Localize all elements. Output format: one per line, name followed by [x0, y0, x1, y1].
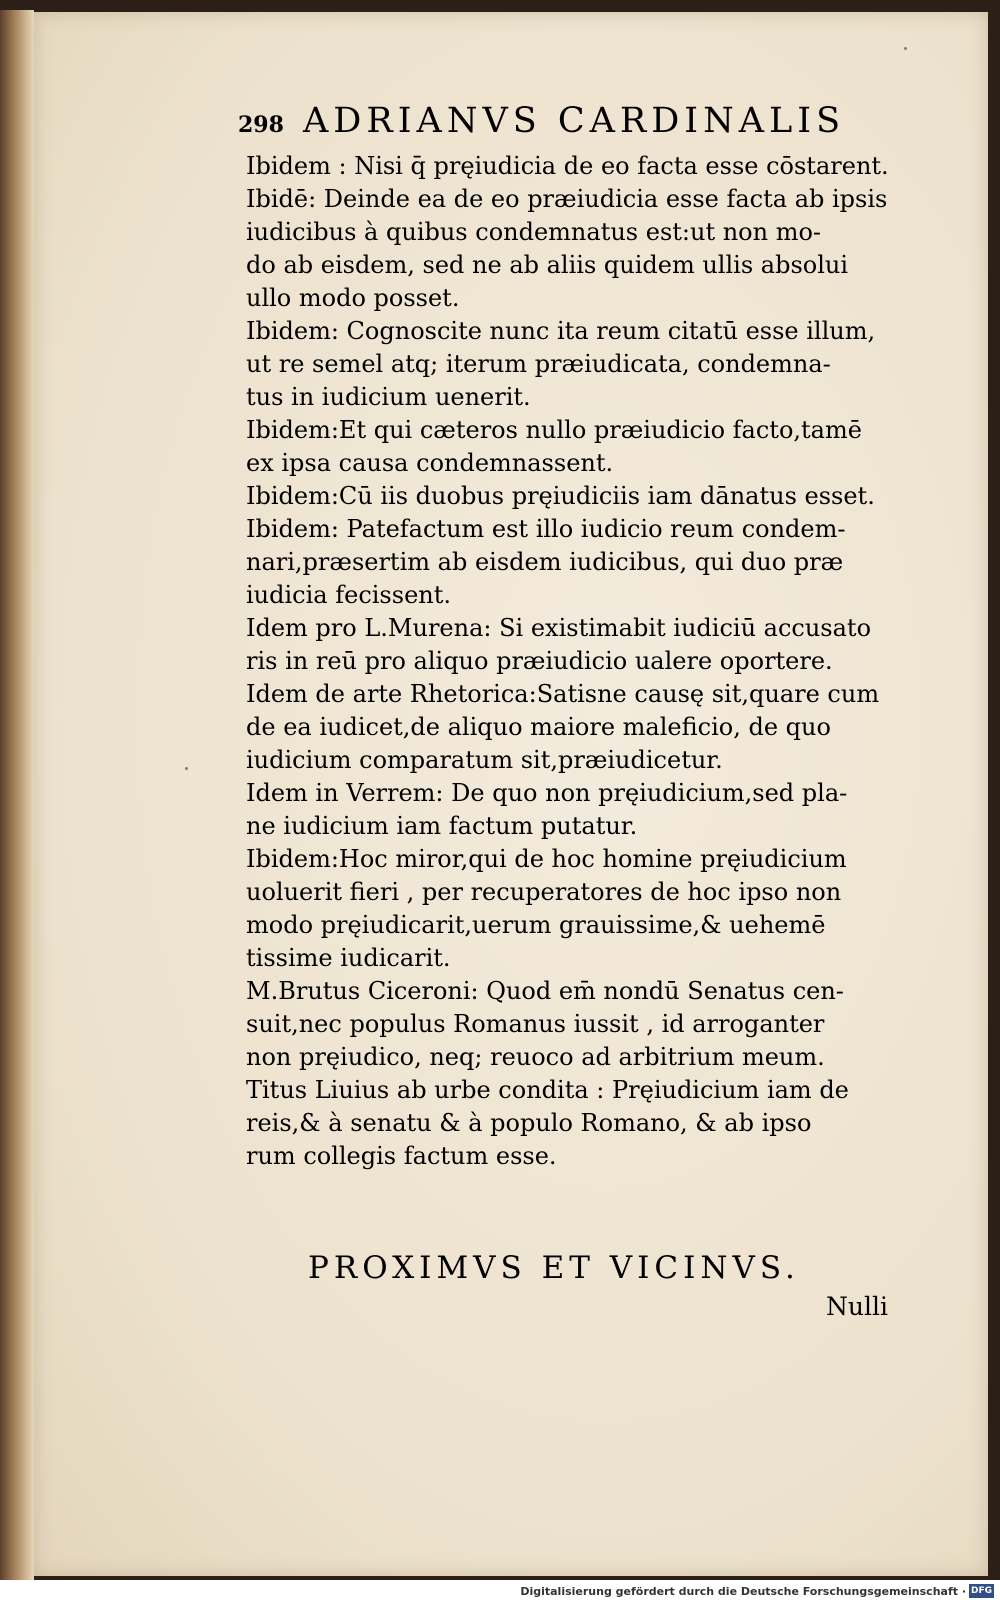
text-line: iudicium comparatum sit,præiudicetur.	[246, 746, 723, 774]
text-line: de ea iudicet,de aliquo maiore maleficio, de quo	[246, 713, 831, 741]
text-line: Ibidem: Patefactum est illo iudicio reum condem-	[246, 515, 846, 543]
running-head-title: ADRIANVS CARDINALIS	[303, 101, 846, 141]
digitization-footer	[0, 1580, 1000, 1603]
catchword: Nulli	[826, 1292, 888, 1321]
citation-entry	[246, 975, 936, 1074]
paper-speck	[904, 47, 907, 50]
footer-credit: Digitalisierung gefördert durch die Deutsche Forschungsgemeinschaft ·	[520, 1585, 966, 1598]
text-line: nari,præsertim ab eisdem iudicibus, qui duo præ	[246, 548, 844, 576]
text-line: suit,nec populus Romanus iussit , id arroganter	[246, 1010, 825, 1038]
text-line: modo pręiudicarit,uerum grauissime,& uehemē	[246, 911, 826, 939]
section-heading: PROXIMVS ET VICINVS.	[308, 1250, 800, 1286]
text-line: ne iudicium iam factum putatur.	[246, 812, 638, 840]
book-binding-edge	[0, 10, 34, 1580]
citation-entry	[246, 843, 936, 975]
text-line: Ibidem: Cognoscite nunc ita reum citatū esse illum,	[246, 317, 876, 345]
text-line: ex ipsa causa condemnassent.	[246, 449, 614, 477]
text-line: tus in iudicium uenerit.	[246, 383, 531, 411]
dfg-logo: DFG	[970, 1586, 992, 1596]
text-line: do ab eisdem, sed ne ab aliis quidem ullis absolui	[246, 251, 849, 279]
citation-entry	[246, 150, 936, 183]
text-line: uoluerit fieri , per recuperatores de hoc ipso non	[246, 878, 842, 906]
text-line: Ibidem:Et qui cæteros nullo præiudicio facto,tamē	[246, 416, 862, 444]
text-line: iudicia fecissent.	[246, 581, 451, 609]
text-line: non pręiudico, neq; reuoco ad arbitrium meum.	[246, 1043, 825, 1071]
running-head	[238, 101, 918, 151]
page-number: 298	[238, 112, 284, 138]
paper-speck	[185, 767, 188, 770]
citation-entry	[246, 183, 936, 315]
text-line: Idem de arte Rhetorica:Satisne causę sit,quare cum	[246, 680, 880, 708]
text-line: Ibidem:Cū iis duobus pręiudiciis iam dānatus esset.	[246, 482, 875, 510]
citation-entry	[246, 678, 936, 777]
text-line: Idem pro L.Murena: Si existimabit iudiciū accusato	[246, 614, 872, 642]
text-line: Ibidem : Nisi q̄ pręiudicia de eo facta esse cōstarent.	[246, 152, 889, 180]
text-line: iudicibus à quibus condemnatus est:ut non mo-	[246, 218, 822, 246]
citation-entry	[246, 513, 936, 612]
text-line: M.Brutus Ciceroni: Quod em̄ nondū Senatus cen-	[246, 977, 844, 1005]
citation-entry	[246, 612, 936, 678]
text-line: Ibidem:Hoc miror,qui de hoc homine pręiudicium	[246, 845, 847, 873]
text-line: Idem in Verrem: De quo non pręiudicium,sed pla-	[246, 779, 848, 807]
citation-entry	[246, 480, 936, 513]
text-block	[246, 150, 936, 1173]
text-line: tissime iudicarit.	[246, 944, 451, 972]
text-line: Titus Liuius ab urbe condita : Pręiudicium iam de	[246, 1076, 849, 1104]
text-line: ris in reū pro aliquo præiudicio ualere oportere.	[246, 647, 833, 675]
text-line: ullo modo posset.	[246, 284, 460, 312]
text-line: reis,& à senatu & à populo Romano, & ab ipso	[246, 1109, 812, 1137]
text-line: Ibidē: Deinde ea de eo præiudicia esse facta ab ipsis	[246, 185, 888, 213]
text-line: ut re semel atq; iterum præiudicata, condemna-	[246, 350, 831, 378]
citation-entry	[246, 1074, 936, 1173]
citation-entry	[246, 315, 936, 414]
citation-entry	[246, 777, 936, 843]
citation-entry	[246, 414, 936, 480]
text-line: rum collegis factum esse.	[246, 1142, 557, 1170]
